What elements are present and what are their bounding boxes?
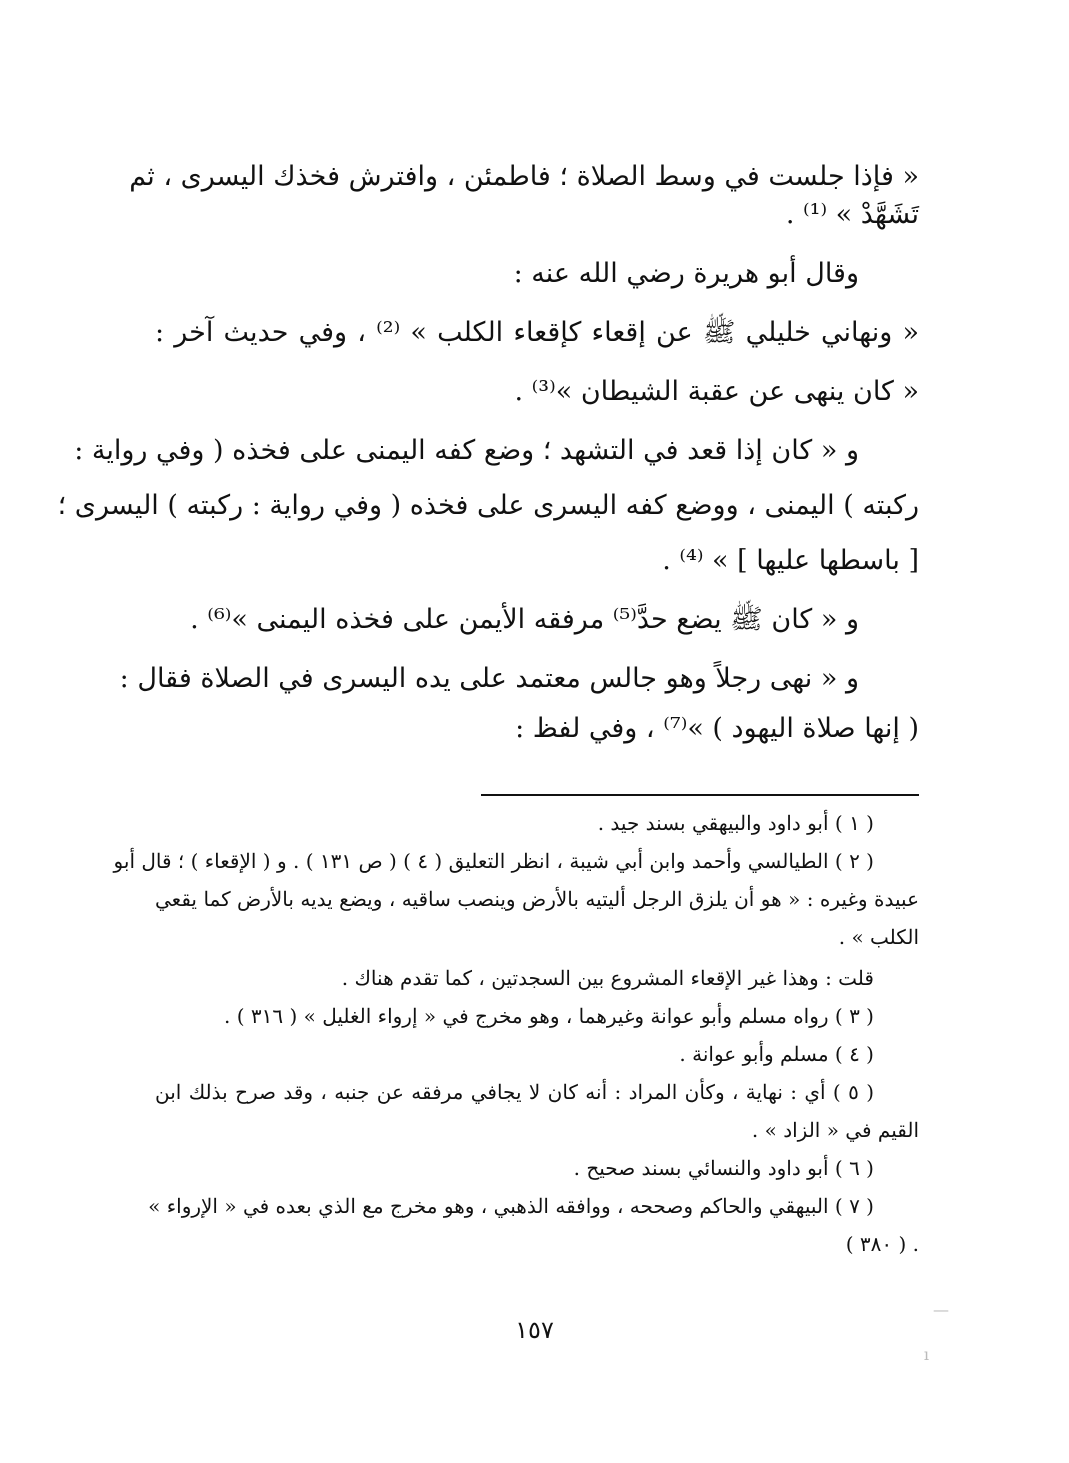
text-line: و « نهى رجلاً وهو جالس معتمد على يده اليسرى في الصلاة فقال : — [119, 663, 859, 694]
text-line: تَشَهَّدْ » ⁽¹⁾ . — [785, 199, 919, 230]
text-line: [ باسطها عليها ] » ⁽⁴⁾ . — [662, 545, 919, 576]
footnote-2-line-2: عبيدة وغيره : « هو أن يلزق الرجل أليتيه بالأرض وينصب ساقيه ، ويضع يديه بالأرض كما يقعي — [155, 887, 919, 911]
text-line: ركبته ) اليمنى ، ووضع كفه اليسرى على فخذه ( وفي رواية : ركبته ) اليسرى ؛ — [57, 490, 919, 521]
footnote-2-line-3: الكلب » . — [838, 925, 919, 949]
footnote-2-comment: قلت : وهذا غير الإقعاء المشروع بين السجدتين ، كما تقدم هناك . — [341, 966, 874, 990]
footnote-5-line-1: ( ٥ ) أي : نهاية ، وكأن المراد : أنه كان لا يجافي مرفقه عن جنبه ، وقد صرح بذلك ابن — [155, 1080, 874, 1104]
footnote-3: ( ٣ ) رواه مسلم وأبو عوانة وغيرهما ، وهو مخرج في « إرواء الغليل » ( ٣١٦ ) . — [223, 1004, 874, 1028]
footnote-4: ( ٤ ) مسلم وأبو عوانة . — [679, 1042, 874, 1066]
footnote-6: ( ٦ ) أبو داود والنسائي بسند صحيح . — [573, 1156, 874, 1180]
main-text — [57, 158, 919, 748]
text-line: و « كان إذا قعد في التشهد ؛ وضع كفه اليمنى على فخذه ( وفي رواية : — [74, 435, 859, 466]
text-line: و « كان ﷺ يضع حدَّ⁽⁵⁾ مرفقه الأيمن على فخذه اليمنى »⁽⁶⁾ . — [190, 604, 859, 635]
scan-mark: — — [933, 1300, 949, 1319]
footnote-7-line-2: ( ٣٨٠ ) . — [845, 1232, 919, 1256]
text-line: « ونهاني خليلي ﷺ عن إقعاء كإقعاء الكلب » ⁽²⁾ ، وفي حديث آخر : — [155, 317, 919, 348]
page-number: ١٥٧ — [515, 1316, 554, 1344]
text-line: « فإذا جلست في وسط الصلاة ؛ فاطمئن ، وافترش فخذك اليسرى ، ثم — [129, 161, 919, 192]
footnote-1: ( ١ ) أبو داود والبيهقي بسند جيد . — [597, 811, 874, 835]
scan-mark: ı — [923, 1345, 929, 1364]
text-line: وقال أبو هريرة رضي الله عنه : — [513, 258, 859, 289]
footnote-2-line-1: ( ٢ ) الطيالسي وأحمد وابن أبي شيبة ، انظر التعليق ( ٤ ) ( ص ١٣١ ) . و ( الإقعاء ) ؛ قال أبو — [113, 849, 874, 873]
footnotes — [113, 808, 919, 1260]
text-line: « كان ينهى عن عقبة الشيطان »⁽³⁾ . — [514, 376, 919, 407]
footnote-separator — [481, 794, 919, 796]
footnote-5-line-2: القيم في « الزاد » . — [751, 1118, 919, 1142]
text-line: ( إنها صلاة اليهود ) »⁽⁷⁾ ، وفي لفظ : — [515, 713, 919, 744]
footnote-7-line-1: ( ٧ ) البيهقي والحاكم وصححه ، ووافقه الذهبي ، وهو مخرج مع الذي بعده في « الإرواء » — [148, 1194, 874, 1218]
